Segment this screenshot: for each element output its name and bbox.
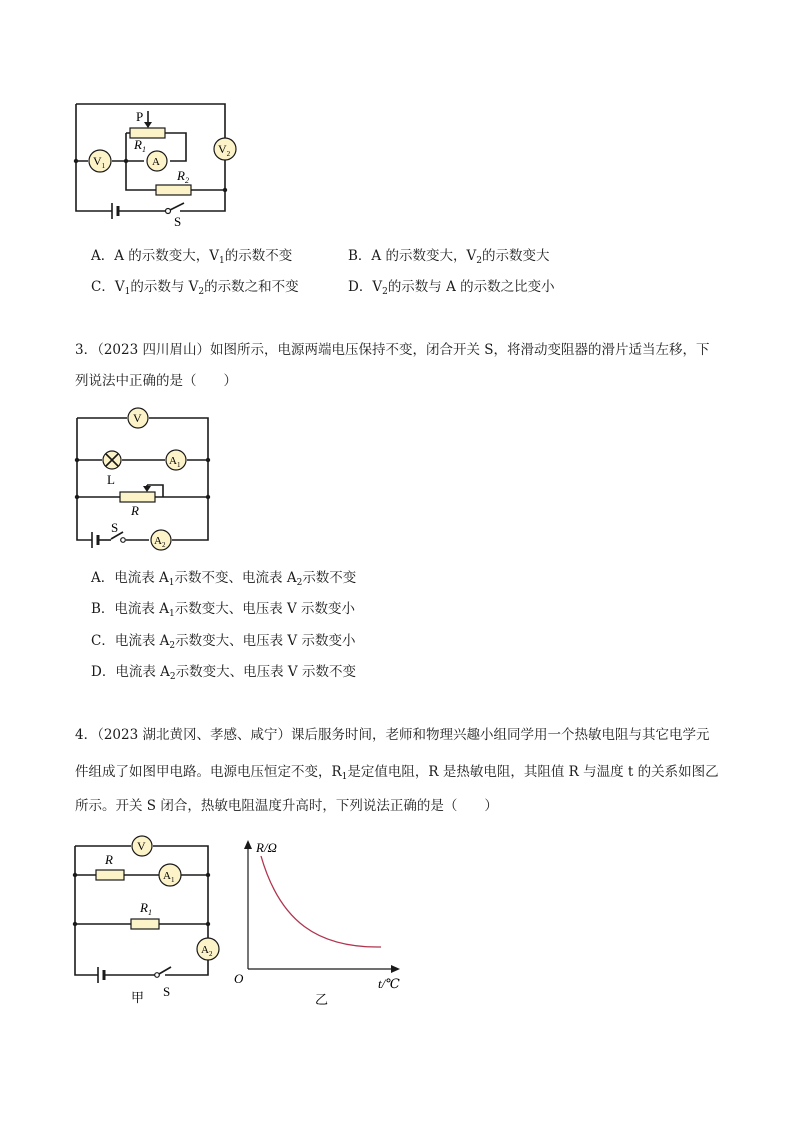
q2-option-c-text-end: 的示数之和不变 xyxy=(204,279,299,295)
q3-option-d-text: D．电流表 A xyxy=(91,664,170,680)
q2-option-d-text: D．V xyxy=(348,279,383,295)
q3-option-d-text-end: 示数变大、电压表 V 示数不变 xyxy=(175,664,356,680)
q4-stem-line3: 所示。开关 S 闭合，热敏电阻温度升高时，下列说法正确的是（ ） xyxy=(75,798,498,814)
q4-stem-line2 xyxy=(75,762,719,782)
label-p: P xyxy=(136,109,144,124)
label-s: S xyxy=(163,984,171,999)
q2-option-a[interactable] xyxy=(91,246,292,266)
q2-option-b-text: B．A 的示数变大，V xyxy=(348,248,477,264)
resistance-curve xyxy=(261,856,381,947)
label-v: V xyxy=(133,411,142,425)
q3-stem-line1: 3．（2023 四川眉山）如图所示，电源两端电压保持不变，闭合开关 S，将滑动变阻器的滑片适当左移，下 xyxy=(75,342,710,358)
label-a: A xyxy=(152,156,160,168)
q4-stem-line2-text-end: 是定值电阻，R 是热敏电阻，其阻值 R 与温度 t 的关系如图乙 xyxy=(347,764,719,780)
q2-option-b-sub: 2 xyxy=(476,256,482,266)
label-a1: $A_1$ xyxy=(163,870,175,884)
q2-option-c-text-mid: 的示数与 V xyxy=(130,279,199,295)
q3-option-a-sub: 1 xyxy=(168,578,175,588)
label-v1: $V_1$ xyxy=(93,154,106,170)
caption-jia: 甲 xyxy=(131,990,145,1005)
q3-option-b-text-end: 示数变大、电压表 V 示数变小 xyxy=(174,601,356,617)
y-axis-arrow-icon xyxy=(244,840,252,849)
label-a2: $A_2$ xyxy=(201,944,213,958)
label-a1: $A_1$ xyxy=(169,455,181,469)
label-r: R xyxy=(131,503,139,518)
q4-stem-line2-sub: 1 xyxy=(341,772,348,782)
q3-option-a-sub2: 2 xyxy=(296,578,303,588)
q2-option-a-text-end: 的示数不变 xyxy=(224,248,293,264)
slider-arrow-icon xyxy=(144,122,152,128)
q2-option-c-sub2: 2 xyxy=(198,287,205,297)
q3-option-c[interactable] xyxy=(91,631,355,651)
q4-circuit-diagram xyxy=(65,830,230,1010)
q3-option-a-text-end: 示数不变 xyxy=(302,570,357,586)
q4-stem-line2-text: 件组成了如图甲电路。电源电压恒定不变，R xyxy=(75,764,342,780)
q3-stem-line2: 列说法中正确的是（ ） xyxy=(75,373,237,389)
label-r1: $R_1$ xyxy=(134,137,146,154)
label-r2: $R_2$ xyxy=(177,168,189,185)
q3-option-b[interactable] xyxy=(91,599,355,619)
q2-option-c-text: C．V xyxy=(91,279,125,295)
caption-yi: 乙 xyxy=(315,992,329,1007)
q2-option-c[interactable] xyxy=(91,277,299,297)
lamp-icon xyxy=(103,451,121,469)
q3-option-c-text-end: 示数变大、电压表 V 示数变小 xyxy=(175,633,356,649)
q3-option-c-sub: 2 xyxy=(169,641,176,651)
q2-option-a-text: A．A 的示数变大，V xyxy=(91,248,220,264)
label-l: L xyxy=(107,472,115,487)
q2-circuit-diagram xyxy=(60,95,250,235)
q4-resistance-temperature-graph xyxy=(228,832,408,1012)
q3-option-a-text: A．电流表 A xyxy=(91,570,169,586)
q2-option-b[interactable] xyxy=(348,246,549,266)
q3-option-b-text: B．电流表 A xyxy=(91,601,169,617)
q2-option-d[interactable] xyxy=(348,277,555,297)
q3-option-a[interactable] xyxy=(91,568,356,588)
x-axis-arrow-icon xyxy=(391,965,400,973)
q2-option-b-text-end: 的示数变大 xyxy=(481,248,550,264)
q4-stem-line1: 4．（2023 湖北黄冈、孝感、咸宁）课后服务时间，老师和物理兴趣小组同学用一个热敏电阻与其它电学元 xyxy=(75,727,710,743)
label-a2: $A_2$ xyxy=(154,535,166,549)
label-r1: $R_1$ xyxy=(140,900,152,917)
q2-option-a-sub: 1 xyxy=(219,256,225,266)
q3-option-c-text: C．电流表 A xyxy=(91,633,170,649)
origin-label: O xyxy=(234,971,244,986)
label-s: S xyxy=(174,214,182,229)
q2-option-d-text-end: 的示数与 A 的示数之比变小 xyxy=(387,279,555,295)
q3-option-d[interactable] xyxy=(91,662,356,682)
resistor-r1 xyxy=(131,919,159,929)
label-v2: $V_2$ xyxy=(218,142,231,158)
x-axis-label: t/℃ xyxy=(378,976,400,991)
rheostat-r xyxy=(120,492,155,502)
resistor-r2 xyxy=(156,185,191,195)
slider-arrow-icon xyxy=(143,486,151,492)
q3-option-b-sub: 1 xyxy=(168,609,175,619)
q3-circuit-diagram xyxy=(65,402,225,552)
q3-option-a-text-mid: 示数不变、电流表 A xyxy=(174,570,297,586)
resistor-r xyxy=(96,870,124,880)
label-v: V xyxy=(137,839,146,853)
q3-option-d-sub: 2 xyxy=(169,672,176,682)
y-axis-label: R/Ω xyxy=(256,840,277,855)
q2-option-c-sub: 1 xyxy=(124,287,131,297)
label-r: R xyxy=(105,852,113,867)
q2-option-d-sub: 2 xyxy=(382,287,388,297)
label-s: S xyxy=(111,520,119,535)
